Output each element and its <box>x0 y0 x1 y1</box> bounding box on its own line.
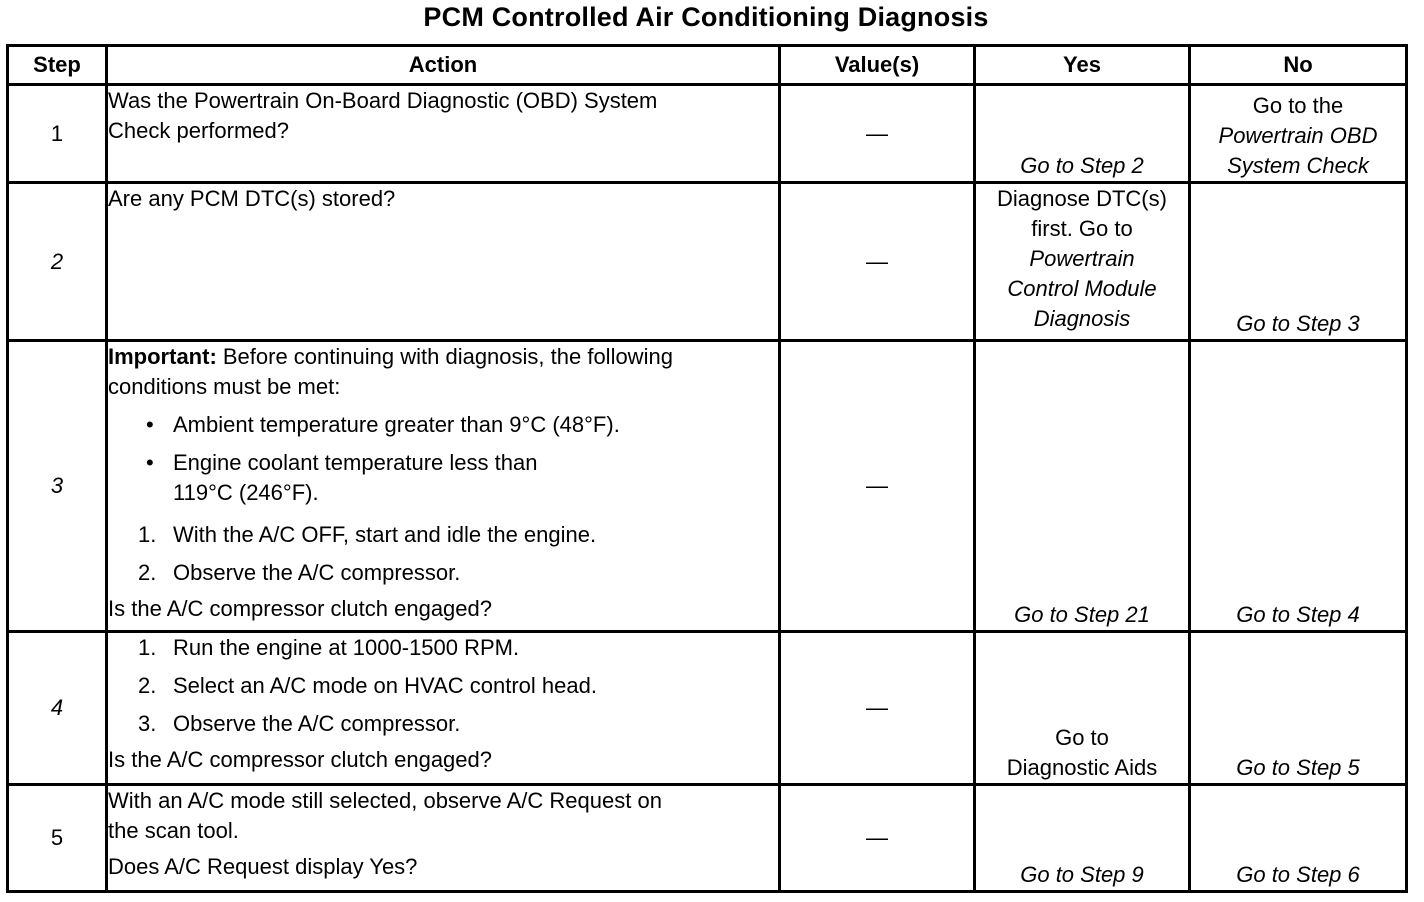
value-cell: — <box>780 632 975 785</box>
important-text: Before continuing with diagnosis, the following <box>216 344 673 369</box>
item-number: 3. <box>138 711 157 736</box>
step-number: 4 <box>8 632 107 785</box>
document-title: PCM Controlled Air Conditioning Diagnosis <box>423 2 989 32</box>
action-text: Was the Powertrain On-Board Diagnostic (OBD) System <box>108 88 658 113</box>
yes-text: Diagnostic Aids <box>1006 755 1158 780</box>
yes-text: Go to <box>1055 725 1109 750</box>
table-row-step-1 <box>8 85 1407 183</box>
value-cell: — <box>780 85 975 183</box>
item-text: With the A/C OFF, start and idle the engine. <box>173 522 597 547</box>
question-text: Is the A/C compressor clutch engaged? <box>108 747 492 772</box>
action-text: the scan tool. <box>108 818 239 843</box>
yes-cell: Go to Step 2 <box>975 85 1190 183</box>
bullet-item <box>108 448 778 508</box>
header-values: Value(s) <box>780 46 975 85</box>
step-number: 1 <box>8 85 107 183</box>
yes-cell: Go to Step 21 <box>975 341 1190 632</box>
value-cell: — <box>780 785 975 892</box>
important-note <box>108 342 778 372</box>
numbered-item <box>108 558 778 588</box>
header-step: Step <box>8 46 107 85</box>
step-number: 2 <box>8 183 107 341</box>
bullet-dot: • <box>146 450 154 475</box>
bullet-text: 119°C (246°F). <box>173 480 319 505</box>
no-text: System Check <box>1227 153 1369 178</box>
item-number: 2. <box>138 560 157 585</box>
question-text: Is the A/C compressor clutch engaged? <box>108 596 492 621</box>
item-text: Observe the A/C compressor. <box>173 711 461 736</box>
yes-text: Control Module <box>1007 276 1157 301</box>
header-no: No <box>1190 46 1407 85</box>
bullet-text: Ambient temperature greater than 9°C (48°F). <box>173 412 620 437</box>
item-number: 1. <box>138 522 157 547</box>
step-number: 5 <box>8 785 107 892</box>
no-cell: Go to Step 4 <box>1190 341 1407 632</box>
item-number: 2. <box>138 673 157 698</box>
header-action: Action <box>107 46 780 85</box>
numbered-item <box>108 633 778 663</box>
yes-text: first. Go to <box>1031 216 1133 241</box>
action-text: With an A/C mode still selected, observe A/C Request on <box>108 788 662 813</box>
action-text: Check performed? <box>108 118 289 143</box>
numbered-item <box>108 709 778 739</box>
no-text: Go to the <box>1252 93 1344 118</box>
header-yes: Yes <box>975 46 1190 85</box>
table-row-step-3 <box>8 341 1407 632</box>
item-text: Observe the A/C compressor. <box>173 560 461 585</box>
no-text: Powertrain OBD <box>1218 123 1378 148</box>
yes-text: Diagnose DTC(s) <box>997 186 1167 211</box>
action-text: Are any PCM DTC(s) stored? <box>108 186 396 211</box>
yes-cell: Go to Step 9 <box>975 785 1190 892</box>
action-cell <box>107 632 780 785</box>
table-row-step-2 <box>8 183 1407 341</box>
bullet-dot: • <box>146 412 154 437</box>
no-cell: Go to Step 6 <box>1190 785 1407 892</box>
value-cell: — <box>780 341 975 632</box>
yes-cell <box>975 632 1190 785</box>
yes-text: Diagnosis <box>1033 306 1131 331</box>
bullet-item <box>108 410 778 440</box>
value-cell: — <box>780 183 975 341</box>
bullet-text: Engine coolant temperature less than <box>173 450 538 475</box>
table-row-step-5 <box>8 785 1407 892</box>
action-cell <box>107 341 780 632</box>
yes-text: Powertrain <box>1029 246 1135 271</box>
no-cell: Go to Step 5 <box>1190 632 1407 785</box>
action-cell <box>107 85 780 183</box>
header-row <box>8 46 1407 85</box>
important-text: conditions must be met: <box>108 374 341 399</box>
action-cell <box>107 785 780 892</box>
action-cell <box>107 183 780 341</box>
item-text: Select an A/C mode on HVAC control head. <box>173 673 597 698</box>
step-number: 3 <box>8 341 107 632</box>
item-number: 1. <box>138 635 157 660</box>
important-label: Important: <box>108 344 217 369</box>
no-cell: Go to Step 3 <box>1190 183 1407 341</box>
yes-cell <box>975 183 1190 341</box>
no-cell <box>1190 85 1407 183</box>
item-text: Run the engine at 1000-1500 RPM. <box>173 635 520 660</box>
question-text: Does A/C Request display Yes? <box>108 854 418 879</box>
numbered-item <box>108 520 778 550</box>
numbered-item <box>108 671 778 701</box>
diagnosis-table <box>6 44 1408 893</box>
table-row-step-4 <box>8 632 1407 785</box>
